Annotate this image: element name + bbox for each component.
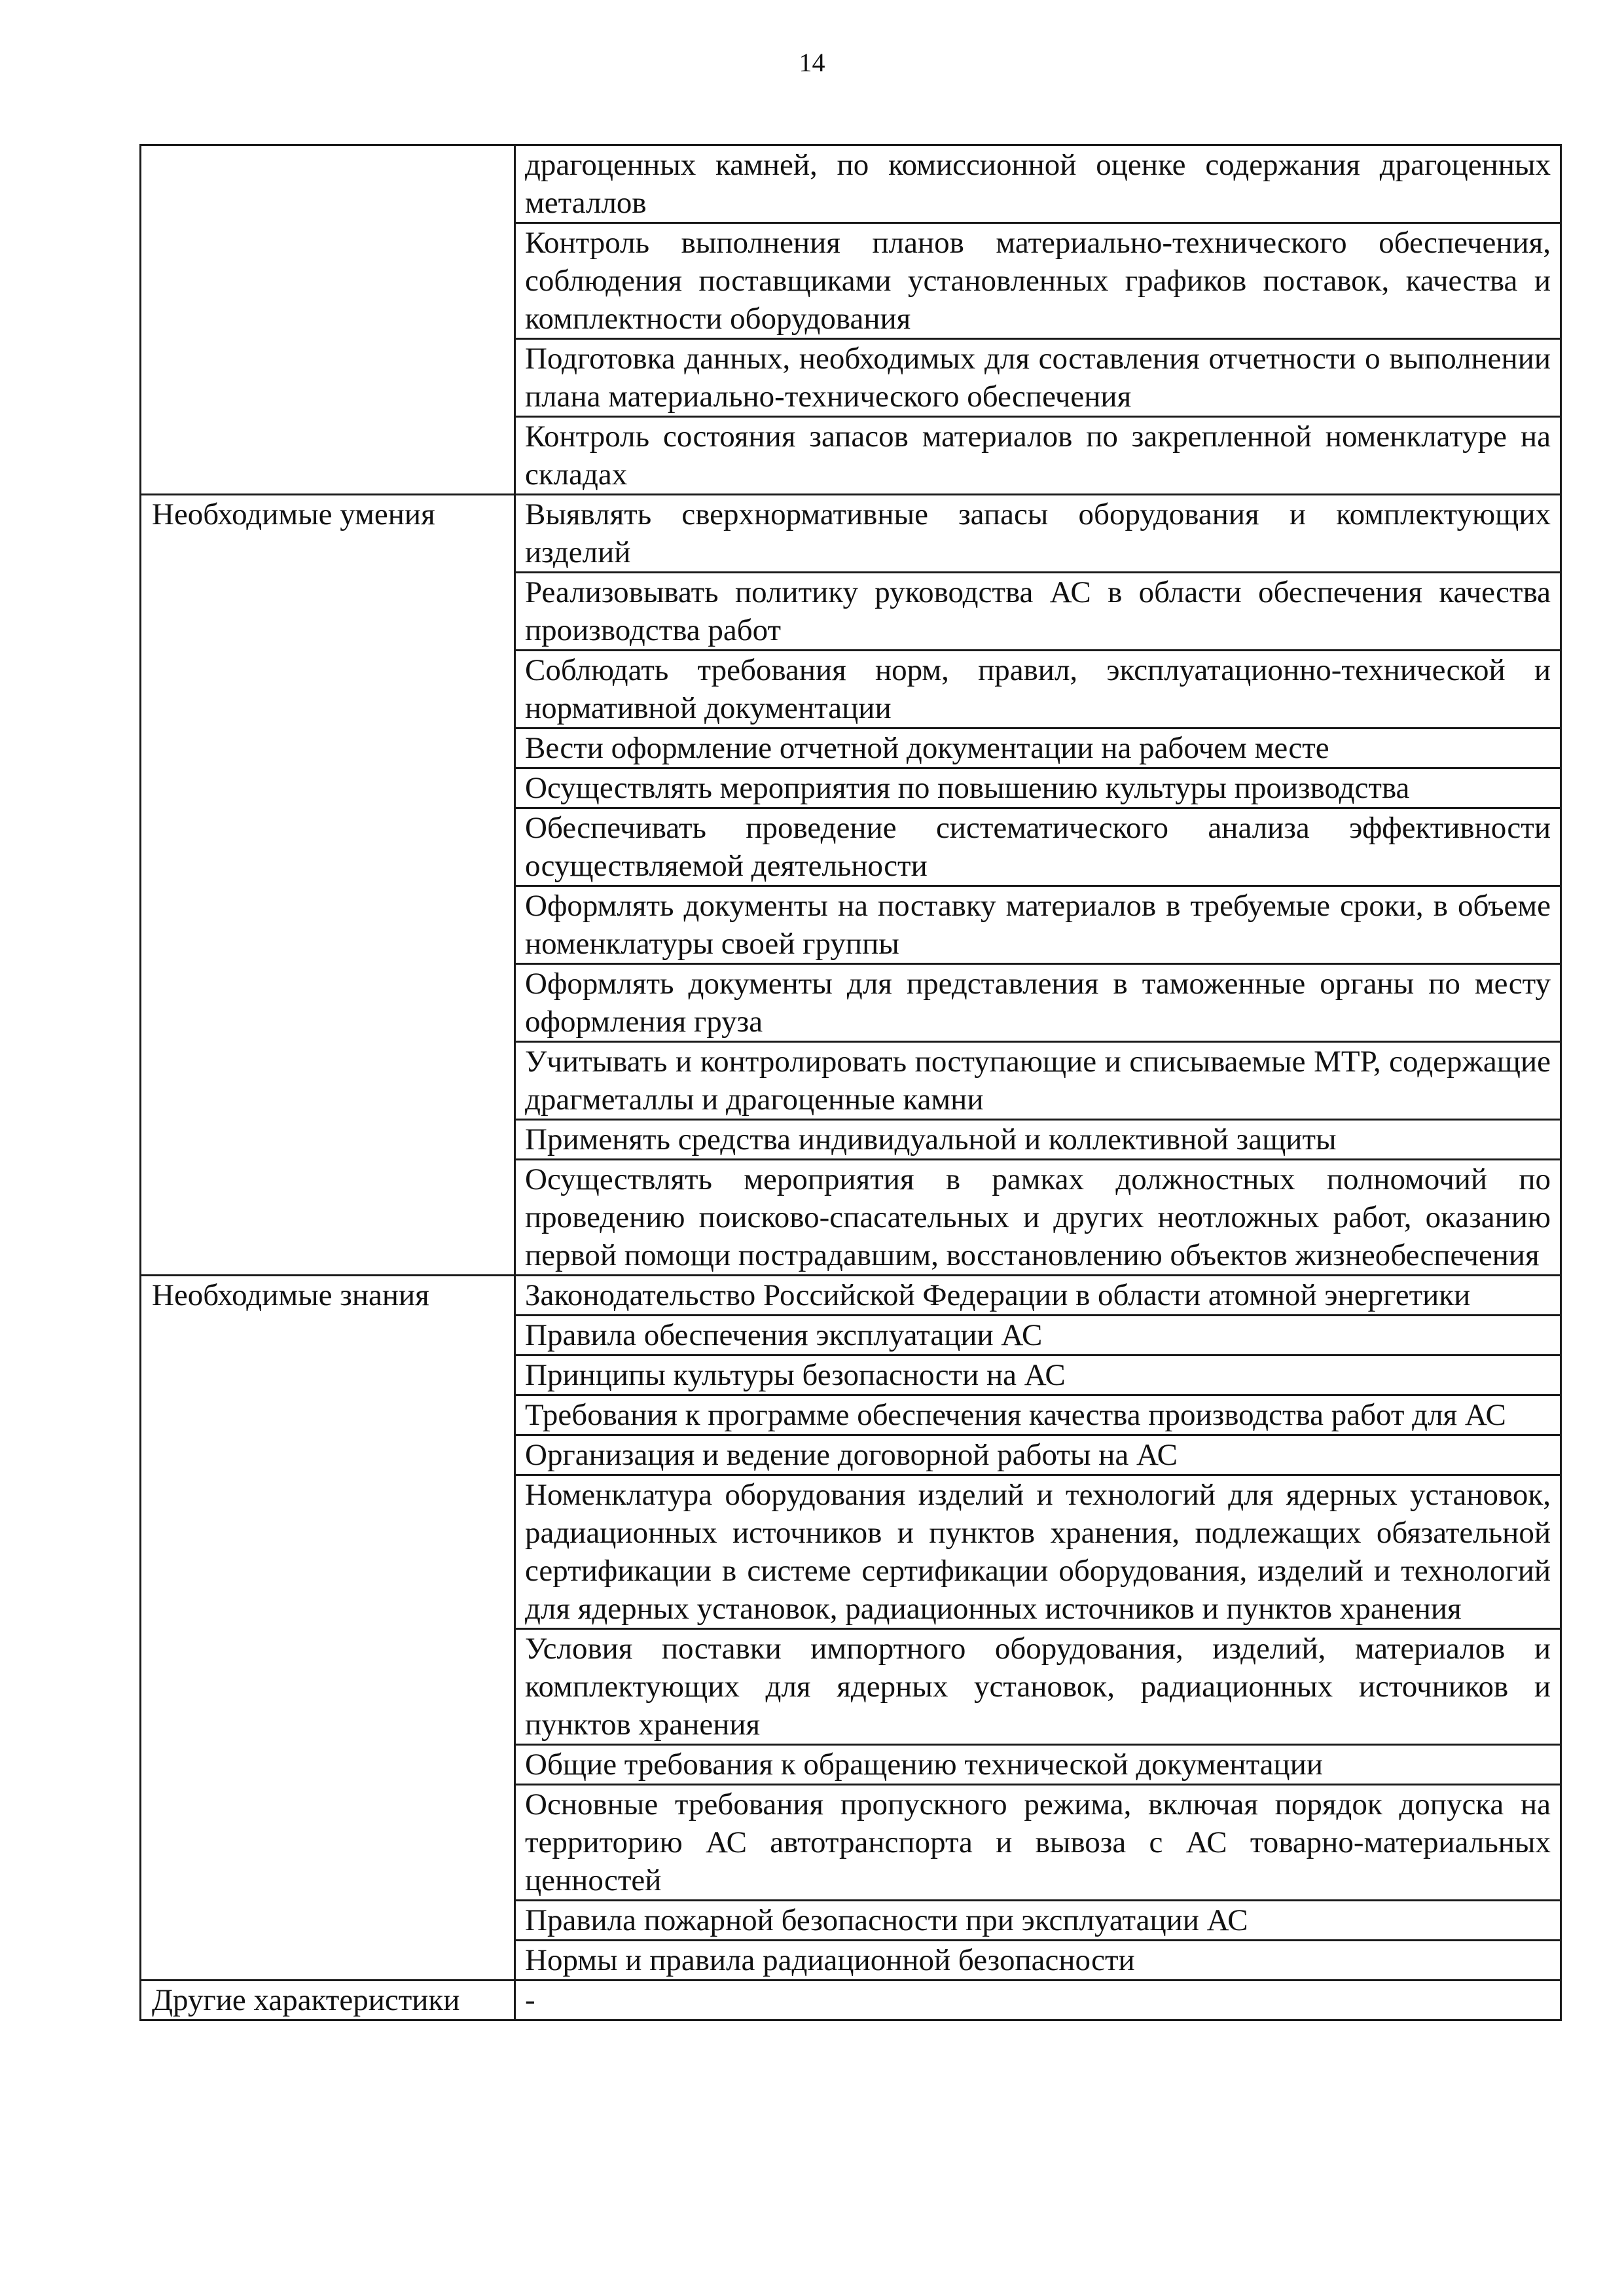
requirement-cell: Подготовка данных, необходимых для составления отчетности о выполнении плана материально-технического обеспечения xyxy=(515,339,1561,417)
qualification-table-body xyxy=(141,145,1561,2020)
requirement-cell: Принципы культуры безопасности на АС xyxy=(515,1355,1561,1395)
requirement-cell: Оформлять документы для представления в таможенные органы по месту оформления груза xyxy=(515,964,1561,1042)
requirement-cell: Соблюдать требования норм, правил, эксплуатационно-технической и нормативной документации xyxy=(515,651,1561,728)
table-row xyxy=(141,1981,1561,2020)
page-number: 14 xyxy=(799,48,825,77)
section-label: Другие характеристики xyxy=(141,1981,515,2020)
requirement-cell: Правила обеспечения эксплуатации АС xyxy=(515,1316,1561,1355)
requirement-cell: Осуществлять мероприятия по повышению культуры производства xyxy=(515,768,1561,808)
requirement-cell: Законодательство Российской Федерации в области атомной энергетики xyxy=(515,1276,1561,1316)
requirement-cell: Реализовывать политику руководства АС в области обеспечения качества производства работ xyxy=(515,573,1561,651)
requirement-cell: Нормы и правила радиационной безопасности xyxy=(515,1941,1561,1981)
requirement-cell: - xyxy=(515,1981,1561,2020)
requirement-cell: Применять средства индивидуальной и коллективной защиты xyxy=(515,1120,1561,1160)
requirement-cell: Контроль состояния запасов материалов по закрепленной номенклатуре на складах xyxy=(515,417,1561,495)
requirement-cell: Вести оформление отчетной документации на рабочем месте xyxy=(515,728,1561,768)
requirement-cell: Оформлять документы на поставку материалов в требуемые сроки, в объеме номенклатуры своей группы xyxy=(515,886,1561,964)
requirement-cell: Учитывать и контролировать поступающие и списываемые МТР, содержащие драгметаллы и драгоценные камни xyxy=(515,1042,1561,1120)
requirement-cell: Выявлять сверхнормативные запасы оборудования и комплектующих изделий xyxy=(515,495,1561,573)
requirement-cell: Требования к программе обеспечения качества производства работ для АС xyxy=(515,1395,1561,1435)
table-row xyxy=(141,495,1561,573)
requirement-cell: Контроль выполнения планов материально-технического обеспечения, соблюдения поставщиками установленных графиков поставок, качества и комплектности оборудования xyxy=(515,223,1561,339)
section-label: Необходимые знания xyxy=(141,1276,515,1981)
requirement-cell: Правила пожарной безопасности при эксплуатации АС xyxy=(515,1901,1561,1941)
requirement-cell: Номенклатура оборудования изделий и технологий для ядерных установок, радиационных источников и пунктов хранения, подлежащих обязательной сертификации в системе сертификации оборудования, изделий и технологий для ядерных установок, радиационных источников и пунктов хранения xyxy=(515,1475,1561,1629)
requirement-cell: Обеспечивать проведение систематического анализа эффективности осуществляемой деятельности xyxy=(515,808,1561,886)
table-row xyxy=(141,145,1561,223)
section-label xyxy=(141,145,515,495)
requirement-cell: Организация и ведение договорной работы на АС xyxy=(515,1435,1561,1475)
requirement-cell: драгоценных камней, по комиссионной оценке содержания драгоценных металлов xyxy=(515,145,1561,223)
requirement-cell: Осуществлять мероприятия в рамках должностных полномочий по проведению поисково-спасательных и других неотложных работ, оказанию первой помощи пострадавшим, восстановлению объектов жизнеобеспечения xyxy=(515,1160,1561,1276)
qualification-table xyxy=(139,144,1562,2021)
requirement-cell: Условия поставки импортного оборудования, изделий, материалов и комплектующих для ядерных установок, радиационных источников и пунктов хранения xyxy=(515,1629,1561,1745)
section-label: Необходимые умения xyxy=(141,495,515,1276)
table-row xyxy=(141,1276,1561,1316)
requirement-cell: Общие требования к обращению технической документации xyxy=(515,1745,1561,1785)
requirement-cell: Основные требования пропускного режима, включая порядок допуска на территорию АС автотранспорта и вывоза с АС товарно-материальных ценностей xyxy=(515,1785,1561,1901)
